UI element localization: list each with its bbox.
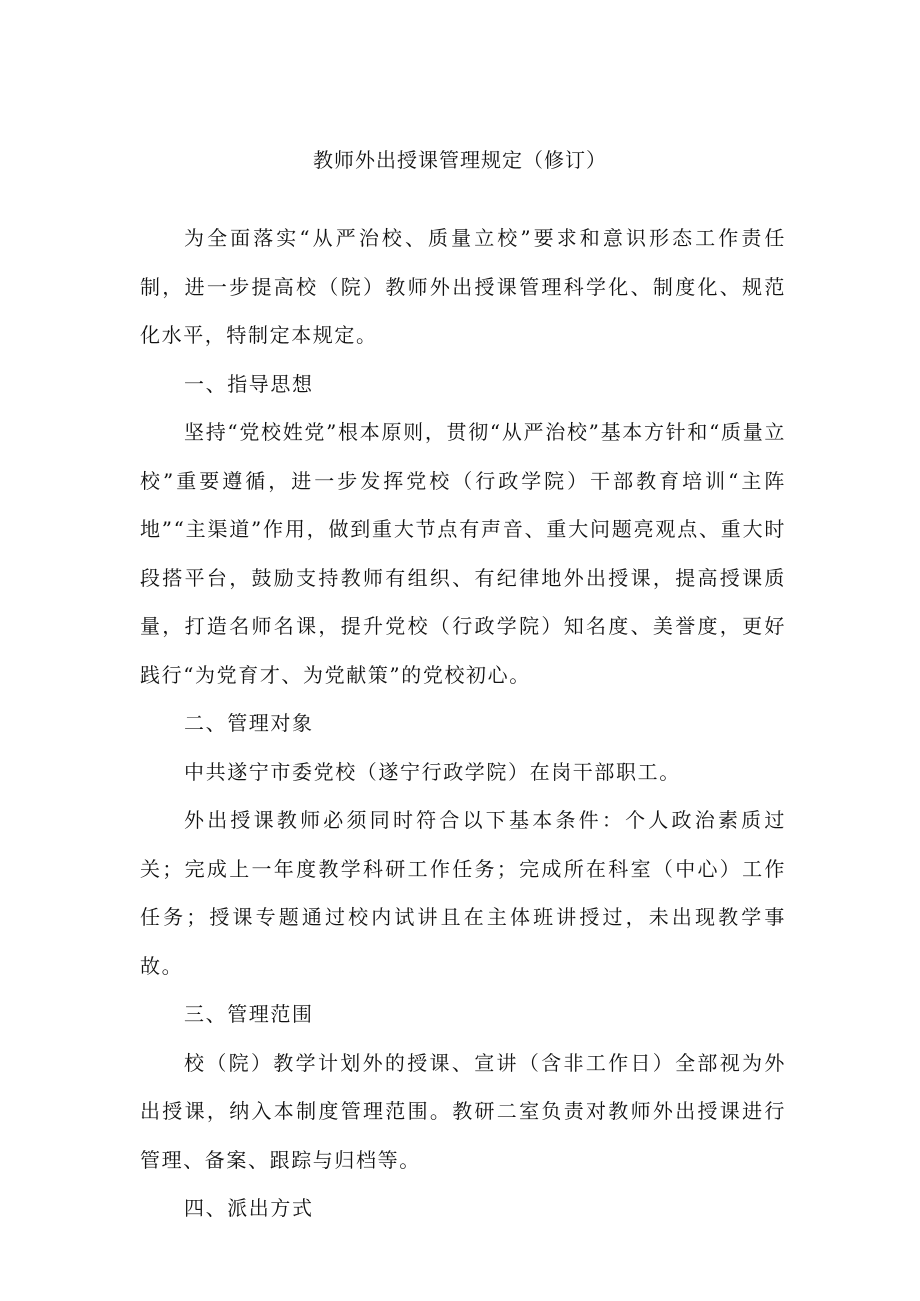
management-scope-paragraph: 校（院）教学计划外的授课、宣讲（含非工作日）全部视为外出授课，纳入本制度管理范围。教研二室负责对教师外出授课进行管理、备案、跟踪与归档等。 <box>140 1050 786 1172</box>
document-body <box>140 214 786 1233</box>
section-heading-4: 四、派出方式 <box>184 1196 314 1220</box>
guiding-ideology-paragraph: 坚持“党校姓党”根本原则，贯彻“从严治校”基本方针和“质量立校”重要遵循，进一步发挥党校（行政学院）干部教育培训“主阵地”“主渠道”作用，做到重大节点有声音、重大问题亮观点、重大时段搭平台，鼓励支持教师有组织、有纪律地外出授课，提高授课质量，打造名师名课，提升党校（行政学院）知名度、美誉度，更好践行“为党育才、为党献策”的党校初心。 <box>140 420 786 687</box>
section-heading-2: 二、管理对象 <box>184 711 314 735</box>
section-heading-1: 一、指导思想 <box>184 371 314 396</box>
document-title: 教师外出授课管理规定（修订） <box>313 148 607 172</box>
management-target-paragraph: 中共遂宁市委党校（遂宁行政学院）在岗干部职工。 <box>184 759 681 784</box>
teacher-conditions-paragraph: 外出授课教师必须同时符合以下基本条件：个人政治素质过关；完成上一年度教学科研工作任务；完成所在科室（中心）工作任务；授课专题通过校内试讲且在主体班讲授过，未出现教学事故。 <box>140 808 786 978</box>
intro-paragraph: 为全面落实“从严治校、质量立校”要求和意识形态工作责任制，进一步提高校（院）教师外出授课管理科学化、制度化、规范化水平，特制定本规定。 <box>140 226 786 347</box>
section-heading-3: 三、管理范围 <box>184 1002 314 1026</box>
